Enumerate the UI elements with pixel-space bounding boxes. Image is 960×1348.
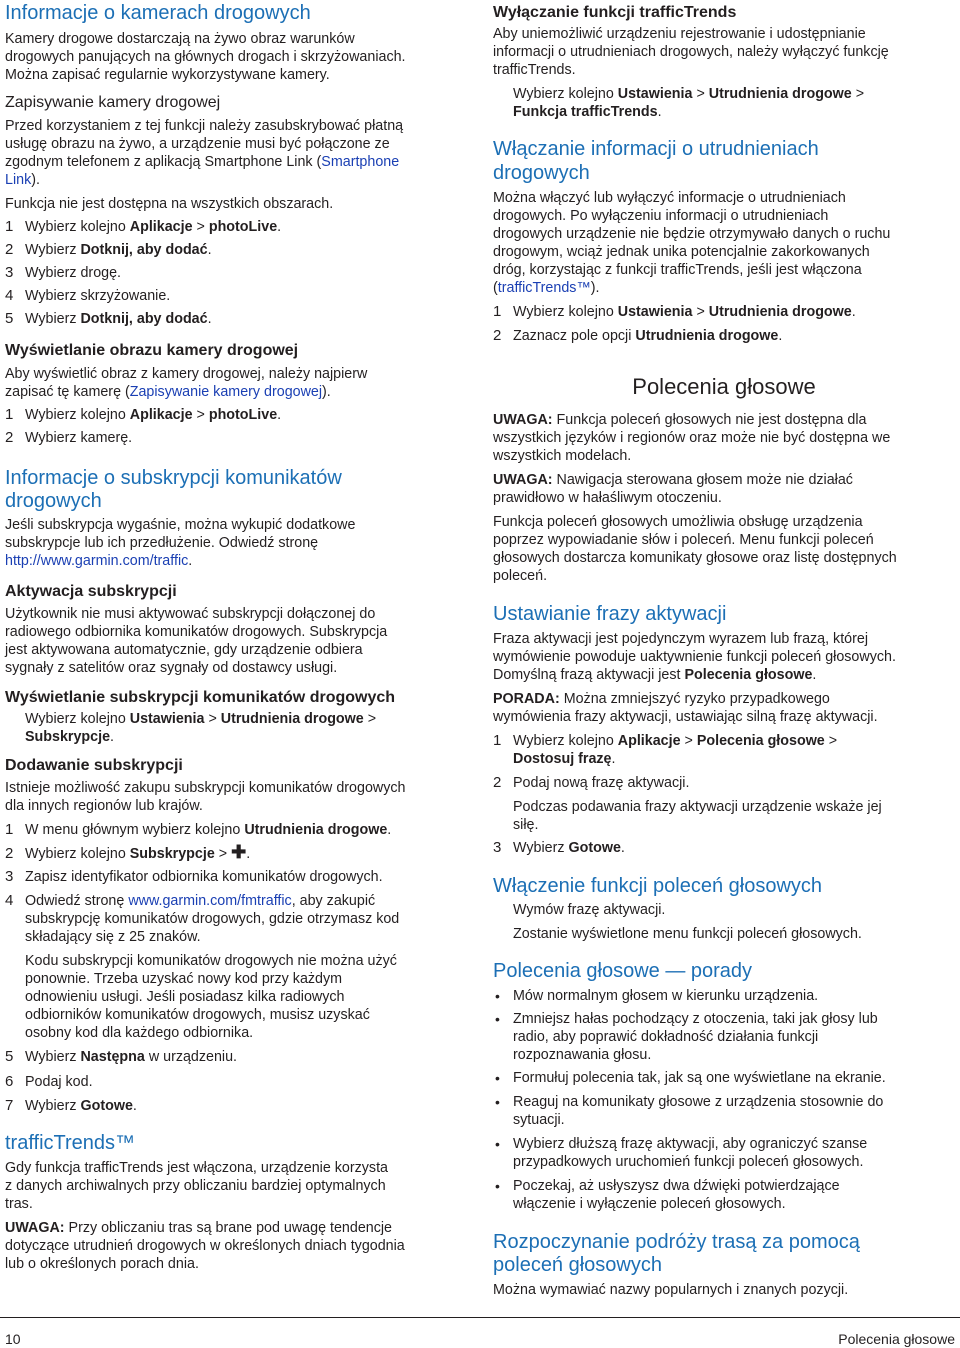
instruction: Funkcja trafficTrends. — [513, 104, 662, 120]
chapter-title-voice-commands: Polecenia głosowe — [632, 374, 816, 399]
paragraph: drogowych panujących na głównych drogach i skrzyżowaniach. — [5, 49, 406, 65]
footer-section-name: Polecenia głosowe — [838, 1331, 955, 1347]
tip: PORADA: Można zmniejszyć ryzyko przypadkowego — [493, 691, 830, 707]
note: UWAGA: Przy obliczaniu tras są brane pod uwagę tendencje — [5, 1220, 393, 1236]
step-text: Wybierz Dotknij, aby dodać. — [25, 242, 212, 258]
paragraph: Link). — [5, 172, 40, 188]
paragraph: poprzez wypowiadanie słów i poleceń. Menu funkcji poleceń — [493, 532, 874, 548]
paragraph: drogowych urządzenie nie będzie otrzymywało danych o ruchu — [493, 226, 891, 242]
step-number: 3 — [493, 839, 502, 856]
link-traffictrends[interactable]: trafficTrends™ — [497, 280, 591, 296]
section-title-enable-traffic: Włączanie informacji o utrudnieniach — [493, 138, 819, 160]
paragraph: Można wymawiać nazwy popularnych i znanych pozycji. — [493, 1282, 849, 1298]
paragraph: Gdy funkcja trafficTrends jest włączona, urządzenie korzysta — [5, 1160, 389, 1176]
step-note: Kodu subskrypcji komunikatów drogowych nie można użyć — [25, 953, 397, 969]
bullet: • — [495, 1136, 500, 1152]
section-title-route-voice: Rozpoczynanie podróży trasą za pomocą — [493, 1231, 860, 1253]
step-number: 6 — [5, 1073, 14, 1090]
list-item: Wybierz dłuższą frazę aktywacji, aby ograniczyć szanse — [513, 1136, 868, 1152]
step-text: Podaj nową frazę aktywacji. — [513, 775, 690, 791]
link-save-camera[interactable]: Zapisywanie kamery drogowej — [129, 384, 323, 400]
step-text: Wybierz kolejno Subskrypcje > ✚. — [25, 842, 251, 862]
step-note: osobny kod dla każdego odbiornika. — [25, 1025, 254, 1041]
paragraph: poleceń. — [493, 568, 548, 584]
step-text: Wybierz Gotowe. — [513, 840, 625, 856]
paragraph: Fraza aktywacji jest pojedynczym wyrazem lub frazą, której — [493, 631, 869, 647]
paragraph: Można włączyć lub wyłączyć informacje o utrudnieniach — [493, 190, 846, 206]
section-title-traffictrends: trafficTrends™ — [5, 1132, 136, 1154]
paragraph: Użytkownik nie musi aktywować subskrypcji dołączonej do — [5, 606, 376, 622]
section-title-enable-voice: Włączenie funkcji poleceń głosowych — [493, 875, 823, 897]
step-text: Wybierz kamerę. — [25, 430, 133, 446]
bullet: • — [495, 988, 500, 1004]
note: UWAGA: Funkcja poleceń głosowych nie jest dostępna dla — [493, 412, 867, 428]
paragraph: Funkcja poleceń głosowych umożliwia obsługę urządzenia — [493, 514, 863, 530]
note: dotyczące utrudnień drogowych w określonych dniach tygodnia — [5, 1238, 405, 1254]
note: lub o określonych porach dnia. — [5, 1256, 199, 1272]
bullet: • — [495, 1094, 500, 1110]
list-item: radio, aby poprawić dokładność działania funkcji — [513, 1029, 819, 1045]
step-number: 7 — [5, 1097, 14, 1114]
step-number: 2 — [493, 774, 502, 791]
step-text: Zaznacz pole opcji Utrudnienia drogowe. — [513, 328, 783, 344]
step-number: 1 — [493, 732, 502, 749]
step-number: 4 — [5, 287, 14, 304]
paragraph: radiowego odbiornika komunikatów drogowych. Subskrypcja — [5, 624, 388, 640]
note: prawidłowo w hałaśliwym otoczeniu. — [493, 490, 722, 506]
list-item: przypadkowych uruchomień funkcji poleceń głosowych. — [513, 1154, 864, 1170]
subsection-title-disable-traffictrends: Wyłączanie funkcji trafficTrends — [493, 4, 737, 21]
note: wszystkich modelach. — [493, 448, 632, 464]
step-note: Podczas podawania frazy aktywacji urządzenie wskaże jej — [513, 799, 882, 815]
step-text: Wybierz kolejno Aplikacje > photoLive. — [25, 219, 282, 235]
step-text: Wybierz kolejno Aplikacje > Polecenia głosowe > — [513, 733, 838, 749]
note: wszystkich języków i regionów oraz może nie być dostępna we — [493, 430, 891, 446]
list-item: włączenie i wyłączenie poleceń głosowych. — [513, 1196, 786, 1212]
paragraph: głosowych dostarcza komunikaty głosowe oraz listę dostępnych — [493, 550, 897, 566]
section-title-route-voice: poleceń głosowych — [493, 1254, 662, 1276]
list-item: Zmniejsz hałas pochodzący z otoczenia, taki jak głosy lub — [513, 1011, 878, 1027]
subsection-title-show-subscriptions: Wyświetlanie subskrypcji komunikatów drogowych — [5, 689, 396, 706]
subsection-title-activation: Aktywacja subskrypcji — [5, 583, 177, 600]
note: Funkcja nie jest dostępna na wszystkich obszarach. — [5, 196, 334, 212]
paragraph: subskrypcje lub ich przedłużenie. Odwiedź stronę — [5, 535, 319, 551]
tip: wymówienia frazy aktywacji, ustawiając silną frazę aktywacji. — [493, 709, 878, 725]
step-text: Wybierz Następna w urządzeniu. — [25, 1049, 238, 1065]
step-text: Odwiedź stronę www.garmin.com/fmtraffic, aby zakupić — [25, 893, 376, 909]
instruction: Subskrypcje. — [25, 729, 115, 745]
paragraph: (trafficTrends™). — [493, 280, 600, 296]
step-note: siłę. — [513, 817, 539, 833]
list-item: Poczekaj, aż usłyszysz dwa dźwięki potwierdzające — [513, 1178, 840, 1194]
bullet: • — [495, 1178, 500, 1194]
link-garmin-fmtraffic[interactable]: www.garmin.com/fmtraffic — [128, 893, 292, 909]
paragraph: Istnieje możliwość zakupu subskrypcji komunikatów drogowych — [5, 780, 406, 796]
paragraph: Jeśli subskrypcja wygaśnie, można wykupić dodatkowe — [5, 517, 356, 533]
section-title-subscriptions: Informacje o subskrypcji komunikatów — [5, 467, 342, 489]
paragraph: zapisać tę kamerę (Zapisywanie kamery drogowej). — [5, 384, 331, 400]
step-text: Wybierz drogę. — [25, 265, 122, 281]
list-item: Reaguj na komunikaty głosowe z urządzenia stosownie do — [513, 1094, 884, 1110]
paragraph: Można zapisać regularnie wykorzystywane kamery. — [5, 67, 330, 83]
paragraph: Kamery drogowe dostarczają na żywo obraz warunków — [5, 31, 355, 47]
list-item: Mów normalnym głosem w kierunku urządzenia. — [513, 988, 819, 1004]
instruction: Zostanie wyświetlone menu funkcji poleceń głosowych. — [513, 926, 862, 942]
paragraph: http://www.garmin.com/traffic. — [5, 553, 193, 569]
step-number: 2 — [5, 429, 14, 446]
paragraph: dróg, korzystając z funkcji trafficTrends, jeśli jest włączona — [493, 262, 862, 278]
note: UWAGA: Nawigacja sterowana głosem może nie działać — [493, 472, 853, 488]
paragraph: dla innych regionów lub krajów. — [5, 798, 203, 814]
paragraph: trafficTrends. — [493, 62, 576, 78]
paragraph: tras. — [5, 1196, 33, 1212]
paragraph: sygnały z satelitów oraz sygnały od dostawcy usługi. — [5, 660, 338, 676]
section-title-traffic-cameras: Informacje o kamerach drogowych — [5, 2, 311, 24]
step-text: Wybierz Dotknij, aby dodać. — [25, 311, 212, 327]
add-plus-icon: ✚ — [231, 842, 247, 862]
paragraph: z danych archiwalnych przy obliczaniu bardziej optymalnych — [5, 1178, 386, 1194]
paragraph: Domyślną frazą aktywacji jest Polecenia głosowe. — [493, 667, 817, 683]
step-text: Podaj kod. — [25, 1074, 93, 1090]
bullet: • — [495, 1070, 500, 1086]
page-number: 10 — [5, 1331, 21, 1347]
step-number: 3 — [5, 264, 14, 281]
paragraph: informacji o utrudnieniach drogowych, należy wyłączyć funkcję — [493, 44, 889, 60]
paragraph: drogowych. Po wyłączeniu informacji o utrudnieniach — [493, 208, 829, 224]
subsection-title-add-subscription: Dodawanie subskrypcji — [5, 757, 183, 774]
step-text: Zapisz identyfikator odbiornika komunikatów drogowych. — [25, 869, 383, 885]
list-item: sytuacji. — [513, 1112, 565, 1128]
step-text: Dostosuj frazę. — [513, 751, 616, 767]
step-text: Wybierz skrzyżowanie. — [25, 288, 171, 304]
step-number: 4 — [5, 892, 14, 909]
paragraph: Aby wyświetlić obraz z kamery drogowej, należy najpierw — [5, 366, 368, 382]
list-item: Formułuj polecenia tak, jak są one wyświetlane na ekranie. — [513, 1070, 886, 1086]
paragraph: jest aktywowana automatycznie, gdy urządzenie odbiera — [5, 642, 363, 658]
subsection-title-save-camera: Zapisywanie kamery drogowej — [5, 94, 221, 111]
footer-divider — [0, 1317, 960, 1318]
subsection-title-view-camera: Wyświetlanie obrazu kamery drogowej — [5, 342, 299, 359]
step-text: W menu głównym wybierz kolejno Utrudnienia drogowe. — [25, 822, 392, 838]
link-smartphone-link[interactable]: Smartphone — [321, 154, 400, 170]
instruction: Wybierz kolejno Ustawienia > Utrudnienia drogowe > — [25, 711, 377, 727]
step-number: 2 — [5, 241, 14, 258]
list-item: rozpoznawania głosu. — [513, 1047, 652, 1063]
paragraph: Przed korzystaniem z tej funkcji należy zasubskrybować płatną — [5, 118, 404, 134]
step-text: składający się z 25 znaków. — [25, 929, 201, 945]
link-garmin-traffic[interactable]: http://www.garmin.com/traffic — [5, 553, 189, 569]
step-text: Wybierz kolejno Aplikacje > photoLive. — [25, 407, 282, 423]
bullet: • — [495, 1011, 500, 1027]
step-number: 5 — [5, 310, 14, 327]
step-text: Wybierz kolejno Ustawienia > Utrudnienia drogowe. — [513, 304, 856, 320]
step-number: 1 — [493, 303, 502, 320]
step-number: 2 — [5, 845, 14, 862]
step-note: odnowieniu usługi. Jeśli posiadasz kilka radiowych — [25, 989, 345, 1005]
paragraph: drogowym, wciąż jednak unika potencjalnie zakorkowanych — [493, 244, 870, 260]
section-title-subscriptions: drogowych — [5, 490, 102, 512]
section-title-wake-phrase: Ustawianie frazy aktywacji — [493, 603, 727, 625]
step-number: 1 — [5, 218, 14, 235]
step-number: 2 — [493, 327, 502, 344]
instruction: Wymów frazę aktywacji. — [513, 902, 666, 918]
step-number: 1 — [5, 406, 14, 423]
step-note: ponownie. Trzeba uzyskać nowy kod przy każdym — [25, 971, 343, 987]
step-number: 5 — [5, 1048, 14, 1065]
step-note: odbiorników komunikatów drogowych, musisz uzyskać — [25, 1007, 370, 1023]
step-number: 1 — [5, 821, 14, 838]
paragraph: wymówienie powoduje uaktywnienie funkcji poleceń głosowych. — [493, 649, 896, 665]
paragraph: usługę obrazu na żywo, a urządzenie musi być połączone ze — [5, 136, 390, 152]
section-title-voice-tips: Polecenia głosowe — porady — [493, 960, 753, 982]
paragraph: zgodnym telefonem z aplikacją Smartphone Link (Smartphone — [5, 154, 400, 170]
instruction: Wybierz kolejno Ustawienia > Utrudnienia drogowe > — [513, 86, 865, 102]
paragraph: Aby uniemożliwić urządzeniu rejestrowanie i udostępnianie — [493, 26, 866, 42]
step-number: 3 — [5, 868, 14, 885]
link-smartphone-link[interactable]: Link — [5, 172, 32, 188]
step-text: Wybierz Gotowe. — [25, 1098, 137, 1114]
section-title-enable-traffic: drogowych — [493, 162, 590, 184]
step-text: subskrypcję komunikatów drogowych, gdzie otrzymasz kod — [25, 911, 400, 927]
